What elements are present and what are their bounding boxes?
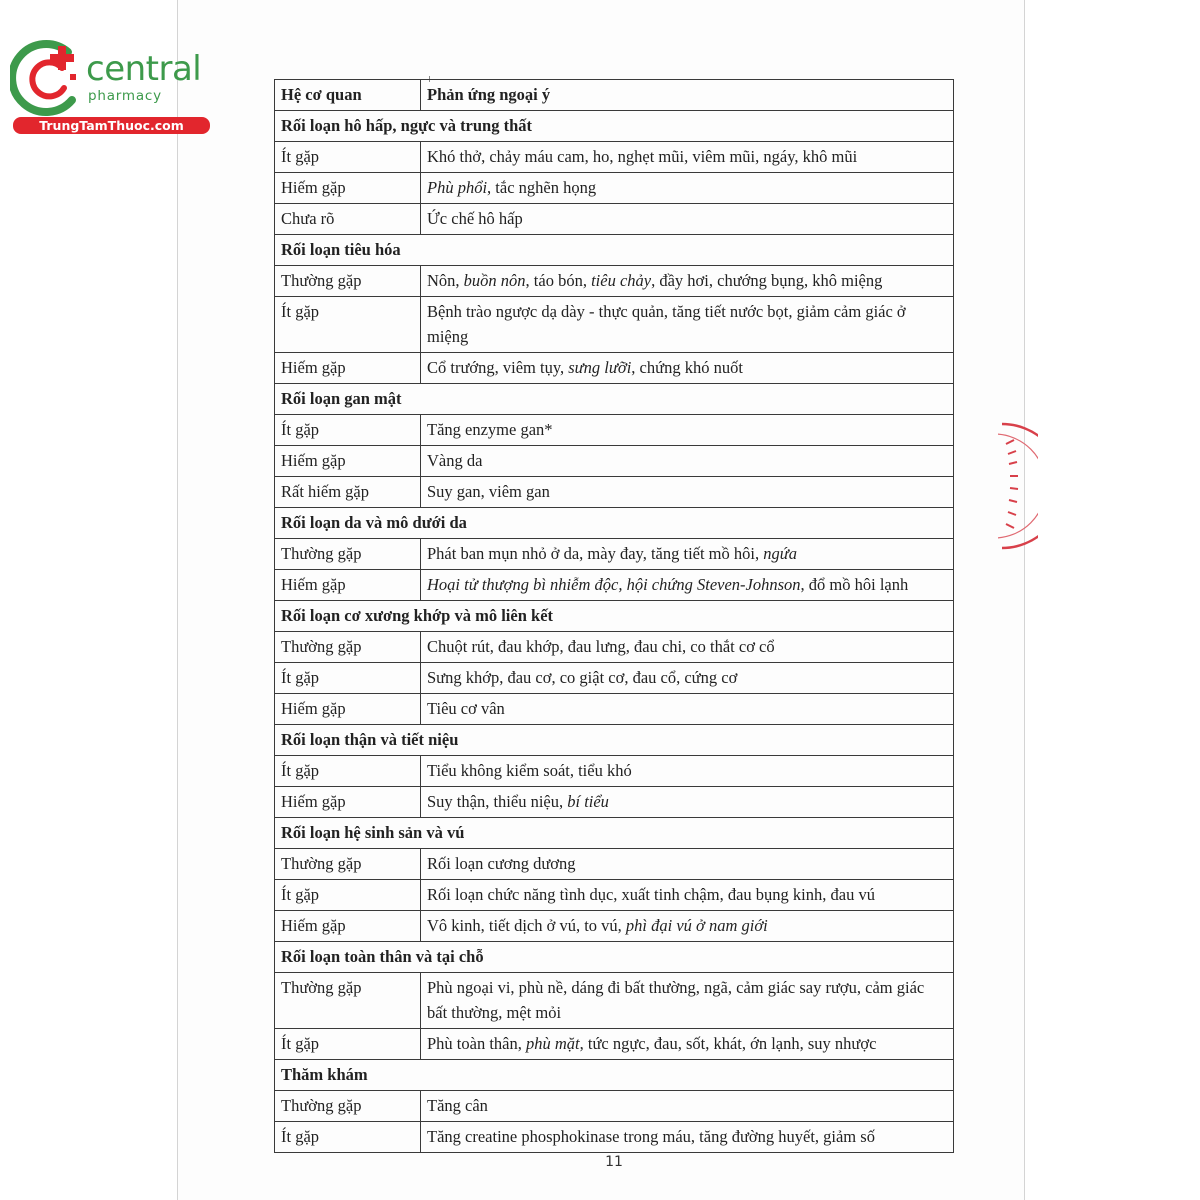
organ-system-group-row — [275, 1060, 954, 1091]
reaction-cell — [421, 353, 954, 384]
organ-system-group-row — [275, 384, 954, 415]
frequency-cell: Rất hiếm gặp — [275, 477, 421, 508]
reaction-text: Rối loạn hệ sinh sản và vú — [281, 823, 465, 842]
table-row — [275, 880, 954, 911]
frequency-cell: Hiếm gặp — [275, 353, 421, 384]
reaction-cell — [421, 539, 954, 570]
organ-system-group-row — [275, 601, 954, 632]
reaction-cell — [421, 1091, 954, 1122]
reaction-cell — [421, 756, 954, 787]
organ-system-heading — [275, 601, 954, 632]
reaction-cell — [421, 142, 954, 173]
reaction-cell — [421, 446, 954, 477]
frequency-cell: Ít gặp — [275, 1029, 421, 1060]
reaction-text: Bệnh trào ngược dạ dày - thực quản, tăng tiết nước bọt, giảm cảm giác ở miệng — [427, 302, 906, 346]
reaction-cell — [421, 1122, 954, 1153]
reaction-cell — [421, 204, 954, 235]
reaction-text: Nôn, — [427, 271, 464, 290]
reaction-text: phì đại vú ở nam giới — [625, 916, 768, 935]
reaction-text: Vô kinh, tiết dịch ở vú, to vú, — [427, 916, 626, 935]
organ-system-heading — [275, 1060, 954, 1091]
organ-system-heading — [275, 111, 954, 142]
table-row — [275, 973, 954, 1029]
frequency-cell: Thường gặp — [275, 266, 421, 297]
organ-system-heading — [275, 508, 954, 539]
reaction-text: Chuột rút, đau khớp, đau lưng, đau chi, co thắt cơ cổ — [427, 637, 775, 656]
reaction-text: Tăng cân — [427, 1096, 488, 1115]
reaction-text: , táo bón, — [525, 271, 592, 290]
reaction-text: Tăng enzyme gan* — [427, 420, 553, 439]
reaction-cell — [421, 849, 954, 880]
table-row — [275, 694, 954, 725]
reaction-text: , tắc nghẽn họng — [487, 178, 597, 197]
frequency-cell: Chưa rõ — [275, 204, 421, 235]
header-adverse-reaction: Phản ứng ngoại ý — [421, 80, 954, 111]
table-row — [275, 415, 954, 446]
reaction-text: Tiêu cơ vân — [427, 699, 505, 718]
reaction-cell — [421, 663, 954, 694]
reaction-text: Rối loạn toàn thân và tại chỗ — [281, 947, 484, 966]
table-row — [275, 266, 954, 297]
adverse-reactions-table — [274, 79, 954, 1153]
reaction-text: Phát ban mụn nhỏ ở da, mày đay, tăng tiết mồ hôi, — [427, 544, 764, 563]
table-header-row — [275, 80, 954, 111]
frequency-cell: Hiếm gặp — [275, 787, 421, 818]
table-row — [275, 632, 954, 663]
reaction-cell — [421, 570, 954, 601]
reaction-text: tiêu chảy — [591, 271, 652, 290]
organ-system-group-row — [275, 725, 954, 756]
header-organ-system: Hệ cơ quan — [275, 80, 421, 111]
reaction-text: sưng lưỡi — [568, 358, 632, 377]
table-row — [275, 849, 954, 880]
organ-system-group-row — [275, 818, 954, 849]
table-row — [275, 539, 954, 570]
frequency-cell: Ít gặp — [275, 297, 421, 353]
table-row — [275, 787, 954, 818]
reaction-text: Suy gan, viêm gan — [427, 482, 550, 501]
page-number: 11 — [605, 1154, 623, 1170]
organ-system-heading — [275, 384, 954, 415]
reaction-cell — [421, 787, 954, 818]
reaction-text: phù mặt — [526, 1034, 580, 1053]
reaction-cell — [421, 415, 954, 446]
reaction-cell — [421, 266, 954, 297]
table-row — [275, 446, 954, 477]
reaction-cell — [421, 173, 954, 204]
reaction-text: , đầy hơi, chướng bụng, khô miệng — [651, 271, 883, 290]
organ-system-group-row — [275, 235, 954, 266]
frequency-cell: Hiếm gặp — [275, 446, 421, 477]
reaction-cell — [421, 880, 954, 911]
organ-system-heading — [275, 725, 954, 756]
reaction-cell — [421, 477, 954, 508]
frequency-cell: Ít gặp — [275, 880, 421, 911]
table-row — [275, 1091, 954, 1122]
reaction-text: Rối loạn thận và tiết niệu — [281, 730, 459, 749]
frequency-cell: Ít gặp — [275, 663, 421, 694]
reaction-text: Rối loạn cơ xương khớp và mô liên kết — [281, 606, 554, 625]
frequency-cell: Hiếm gặp — [275, 570, 421, 601]
frequency-cell: Thường gặp — [275, 632, 421, 663]
reaction-text: Sưng khớp, đau cơ, co giật cơ, đau cổ, cứng cơ — [427, 668, 738, 687]
frequency-cell: Thường gặp — [275, 849, 421, 880]
organ-system-group-row — [275, 111, 954, 142]
table-row — [275, 570, 954, 601]
frequency-cell: Ít gặp — [275, 142, 421, 173]
logo-banner[interactable]: TrungTamThuoc.com — [13, 117, 210, 134]
reaction-text: Vàng da — [427, 451, 483, 470]
organ-system-heading — [275, 942, 954, 973]
reaction-text: Thăm khám — [281, 1065, 368, 1084]
table-row — [275, 173, 954, 204]
reaction-text: Phù phổi — [427, 178, 488, 197]
reaction-text: , tức ngực, đau, sốt, khát, ớn lạnh, suy nhược — [579, 1034, 877, 1053]
organ-system-heading — [275, 818, 954, 849]
reaction-text: Rối loạn cương dương — [427, 854, 576, 873]
reaction-text: buồn nôn — [463, 271, 526, 290]
table-row — [275, 142, 954, 173]
reaction-text: Khó thở, chảy máu cam, ho, nghẹt mũi, viêm mũi, ngáy, khô mũi — [427, 147, 858, 166]
reaction-cell — [421, 694, 954, 725]
frequency-cell: Hiếm gặp — [275, 173, 421, 204]
red-seal-stamp — [998, 420, 1038, 552]
frequency-cell: Thường gặp — [275, 973, 421, 1029]
reaction-cell — [421, 297, 954, 353]
seal-arc-icon — [998, 420, 1038, 552]
reaction-text: Cổ trướng, viêm tụy, — [427, 358, 569, 377]
reaction-text: bí tiểu — [567, 792, 609, 811]
frequency-cell: Thường gặp — [275, 539, 421, 570]
organ-system-group-row — [275, 508, 954, 539]
logo-subtitle: pharmacy — [88, 88, 162, 104]
logo-name: central — [86, 49, 202, 89]
organ-system-heading — [275, 235, 954, 266]
reaction-cell — [421, 632, 954, 663]
table-row — [275, 1029, 954, 1060]
table-row — [275, 204, 954, 235]
reaction-text: Tăng creatine phosphokinase trong máu, tăng đường huyết, giảm số — [427, 1127, 875, 1146]
table-row — [275, 297, 954, 353]
table-row — [275, 756, 954, 787]
reaction-text: , đổ mồ hôi lạnh — [800, 575, 909, 594]
reaction-text: Rối loạn da và mô dưới da — [281, 513, 467, 532]
reaction-text: Rối loạn chức năng tình dục, xuất tinh chậm, đau bụng kinh, đau vú — [427, 885, 875, 904]
reaction-text: Suy thận, thiểu niệu, — [427, 792, 568, 811]
reaction-text: Phù toàn thân, — [427, 1034, 526, 1053]
reaction-text: Hoại tử thượng bì nhiễm độc, hội chứng Steven-Johnson — [427, 575, 801, 594]
reaction-text: Rối loạn gan mật — [281, 389, 402, 408]
frequency-cell: Ít gặp — [275, 756, 421, 787]
frequency-cell: Thường gặp — [275, 1091, 421, 1122]
table-row — [275, 663, 954, 694]
pharmacy-cross-icon — [10, 38, 88, 118]
reaction-text: Tiểu không kiểm soát, tiểu khó — [427, 761, 632, 780]
reaction-text: ngứa — [763, 544, 797, 563]
reaction-cell — [421, 1029, 954, 1060]
reaction-text: Rối loạn hô hấp, ngực và trung thất — [281, 116, 533, 135]
table-row — [275, 911, 954, 942]
table-row — [275, 477, 954, 508]
table-row — [275, 353, 954, 384]
frequency-cell: Hiếm gặp — [275, 911, 421, 942]
frequency-cell: Ít gặp — [275, 1122, 421, 1153]
reaction-cell — [421, 911, 954, 942]
reaction-cell — [421, 973, 954, 1029]
table-row — [275, 1122, 954, 1153]
frequency-cell: Hiếm gặp — [275, 694, 421, 725]
organ-system-group-row — [275, 942, 954, 973]
reaction-text: , chứng khó nuốt — [631, 358, 743, 377]
reaction-text: Ức chế hô hấp — [427, 209, 523, 228]
reaction-text: Phù ngoại vi, phù nề, dáng đi bất thường, ngã, cảm giác say rượu, cảm giác bất thường, mệt mỏi — [427, 978, 925, 1022]
frequency-cell: Ít gặp — [275, 415, 421, 446]
reaction-text: Rối loạn tiêu hóa — [281, 240, 401, 259]
